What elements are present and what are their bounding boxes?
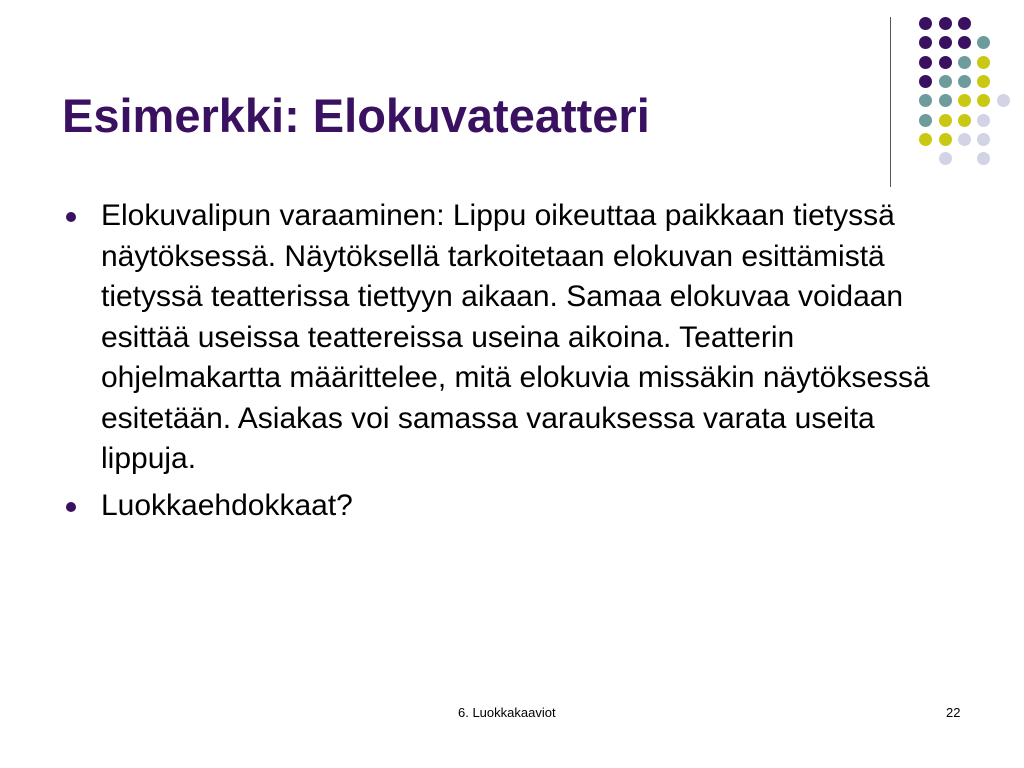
bullet-text: Luokkaehdokkaat? <box>101 488 353 522</box>
bullet-dot-icon <box>66 212 76 222</box>
decorative-dot-teal <box>977 36 990 49</box>
footer-page-number: 22 <box>946 705 961 720</box>
decorative-dot-teal <box>958 75 971 88</box>
decorative-dot-lime <box>939 133 952 146</box>
decorative-dot-lime <box>977 94 990 107</box>
bullet-item <box>62 486 962 527</box>
decorative-dot-lime <box>958 94 971 107</box>
decorative-dot-lavender <box>977 114 990 127</box>
decorative-dot-teal <box>919 94 932 107</box>
decorative-dot-teal <box>919 114 932 127</box>
decorative-dot-purple <box>939 36 952 49</box>
bullet-dot-icon <box>66 502 76 512</box>
bullet-item <box>62 196 962 480</box>
decorative-dot-lime <box>939 114 952 127</box>
bullet-list <box>62 196 962 532</box>
decorative-dot-lime <box>977 75 990 88</box>
footer-section-title: 6. Luokkakaaviot <box>458 705 556 720</box>
bullet-text: Elokuvalipun varaaminen: Lippu oikeuttaa paikkaan tietyssä näytöksessä. Näytöksellä tarkoitetaan elokuvan esittämistä tietyssä teatterissa tiettyyn aikaan. Samaa elokuvaa voidaan esittää useissa teattereissa useina aikoina. Teatterin ohjelmakartta määrittelee, mitä elokuvia missäkin näytöksessä esitetään. Asiakas voi samassa varauksessa varata useita lippuja. <box>101 199 930 475</box>
decorative-dot-purple <box>919 36 932 49</box>
decorative-dot-lavender <box>939 152 952 165</box>
decorative-dot-purple <box>958 17 971 30</box>
vertical-divider <box>890 17 891 187</box>
decorative-dot-purple <box>939 56 952 69</box>
decorative-dot-lavender <box>958 133 971 146</box>
decorative-dot-teal <box>939 94 952 107</box>
decorative-dot-teal <box>958 56 971 69</box>
decorative-dot-lavender <box>977 152 990 165</box>
decorative-dot-teal <box>939 75 952 88</box>
decorative-dot-lime <box>958 114 971 127</box>
decorative-dot-lavender <box>997 94 1010 107</box>
decorative-dot-purple <box>919 75 932 88</box>
slide-title: Esimerkki: Elokuvateatteri <box>62 89 650 142</box>
decorative-dot-purple <box>939 17 952 30</box>
decorative-dot-lavender <box>977 133 990 146</box>
decorative-dot-lime <box>919 133 932 146</box>
decorative-dot-purple <box>958 36 971 49</box>
decorative-dot-purple <box>919 56 932 69</box>
decorative-dot-lime <box>977 56 990 69</box>
decorative-dot-purple <box>919 17 932 30</box>
